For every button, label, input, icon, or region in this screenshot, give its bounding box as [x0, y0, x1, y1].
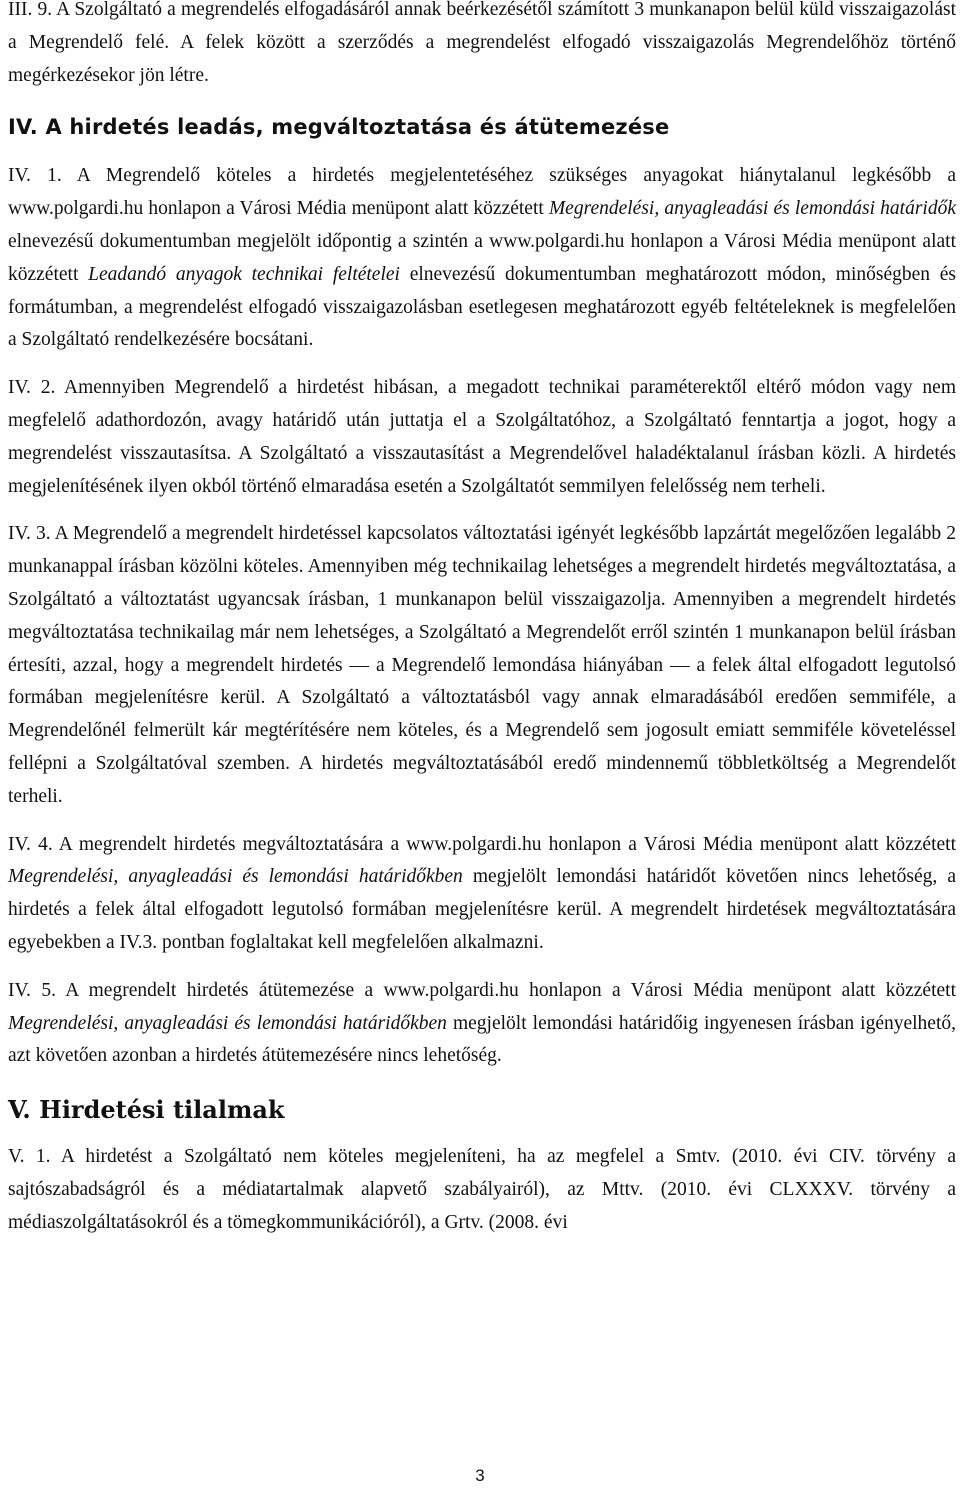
paragraph-iv-5-text: IV. 5. A megrendelt hirdetés átütemezése a www.polgardi.hu honlapon a Városi Média menüpont alatt közzétett	[8, 979, 956, 1001]
paragraph-iv-3: IV. 3. A Megrendelő a megrendelt hirdetéssel kapcsolatos változtatási igényét legkésőbb lapzártát megelőzően legalább 2 munkanappal írásban közölni köteles. Amennyiben még technikailag lehetséges a megrendelt hirdetés megváltoztatása, a Szolgáltató a változtatást ugyancsak írásban, 1 munkanapon belül visszaigazolja. Amennyiben a megrendelt hirdetés megváltoztatása technikailag már nem lehetséges, a Szolgáltató a Megrendelőt erről szintén 1 munkanapon belül írásban értesíti, azzal, hogy a megrendelt hirdetés — a Megrendelő lemondása hiányában — a felek által elfogadott legutolsó formában megjelenítésre kerül. A Szolgáltató a változtatásból vagy annak elmaradásából eredően semmiféle, a Megrendelőnél felmerült kár megtérítésére nem köteles, és a Megrendelő sem jogosult emiatt semmiféle követeléssel fellépni a Szolgáltatóval szemben. A hirdetés megváltoztatásából eredő mindennemű többletköltség a Megrendelőt terheli.	[8, 523, 956, 807]
paragraph-iv-1-doc-title-deadlines: Megrendelési, anyagleadási és lemondási határidők	[548, 198, 956, 220]
paragraph-iv-1-text-3: elnevezésű dokumentumban meghatározott módon, minőségben és formátumban, a megrendelést elfogadó visszaigazolásban esetlegesen meghatározott egyéb feltételeknek is megfelelően a Szolgáltató rendelkezésére bocsátani.	[8, 263, 957, 351]
paragraph-iv-4	[8, 829, 956, 960]
section-heading-v: V. Hirdetési tilalmak	[8, 1095, 285, 1125]
document-page	[8, 0, 956, 1240]
paragraph-iv-1	[8, 160, 956, 357]
paragraph-iv-1-doc-title-technical: Leadandó anyagok technikai feltételei	[88, 263, 400, 285]
paragraph-iv-1-text: A Megrendelő köteles a hirdetés megjelentetéséhez szükséges anyagokat hiánytalanul legkésőbb a www.polgardi.hu honlapon a Városi Média menüpont alatt közzétett	[8, 165, 956, 220]
paragraph-iv-4-text: IV. 4. A megrendelt hirdetés megváltoztatására a www.polgardi.hu honlapon a Városi Média menüpont alatt közzétett	[8, 833, 956, 855]
section-heading-iv: IV. A hirdetés leadás, megváltoztatása és átütemezése	[8, 115, 670, 140]
paragraph-iv-1-text-2: elnevezésű dokumentumban megjelölt időpontig a szintén a www.polgardi.hu honlapon a Városi Média menüpont alatt közzétett	[8, 230, 956, 285]
paragraph-iv-5	[8, 975, 956, 1073]
paragraph-iv-4-text-2: megjelölt lemondási határidőt követően nincs lehetőség, a hirdetés a felek által elfogadott legutolsó formában megjelenítésre kerül. A megrendelt hirdetések megváltoztatására egyebekben a IV.3. pontban foglaltakat kell megfelelően alkalmazni.	[8, 866, 956, 953]
paragraph-iv-2: IV. 2. Amennyiben Megrendelő a hirdetést hibásan, a megadott technikai paraméterektől eltérő módon vagy nem megfelelő adathordozón, avagy határidő után juttatja el a Szolgáltatóhoz, a Szolgáltató fenntartja a jogot, hogy a megrendelést visszautasítsa. A Szolgáltató a visszautasítást a Megrendelővel haladéktalanul írásban közli. A hirdetés megjelenítésének ilyen okból történő elmaradása esetén a Szolgáltatót semmilyen felelősség nem terheli.	[8, 377, 956, 497]
paragraph-iv-1-number: IV. 1.	[8, 165, 77, 187]
paragraph-iv-4-doc-title: Megrendelési, anyagleadási és lemondási határidőkben	[8, 866, 463, 888]
paragraph-iv-5-text-2: megjelölt lemondási határidőig ingyenesen írásban igényelhető, azt követően azonban a hirdetés átütemezésére nincs lehetőség.	[8, 1012, 957, 1067]
page-number: 3	[475, 1466, 485, 1485]
paragraph-v-1: V. 1. A hirdetést a Szolgáltató nem köteles megjeleníteni, ha az megfelel a Smtv. (2010. évi CIV. törvény a sajtószabadságról és a médiatartalmak alapvető szabályairól), az Mttv. (2010. évi CLXXXV. törvény a médiaszolgáltatásokról és a tömegkommunikációról), a Grtv. (2008. évi	[8, 1146, 956, 1233]
paragraph-iv-5-doc-title: Megrendelési, anyagleadási és lemondási határidőkben	[8, 1012, 447, 1034]
paragraph-iii-9: III. 9. A Szolgáltató a megrendelés elfogadásáról annak beérkezésétől számított 3 munkanapon belül küld visszaigazolást a Megrendelő felé. A felek között a szerződés a megrendelést elfogadó visszaigazolás Megrendelőhöz történő megérkezésekor jön létre.	[8, 0, 956, 86]
